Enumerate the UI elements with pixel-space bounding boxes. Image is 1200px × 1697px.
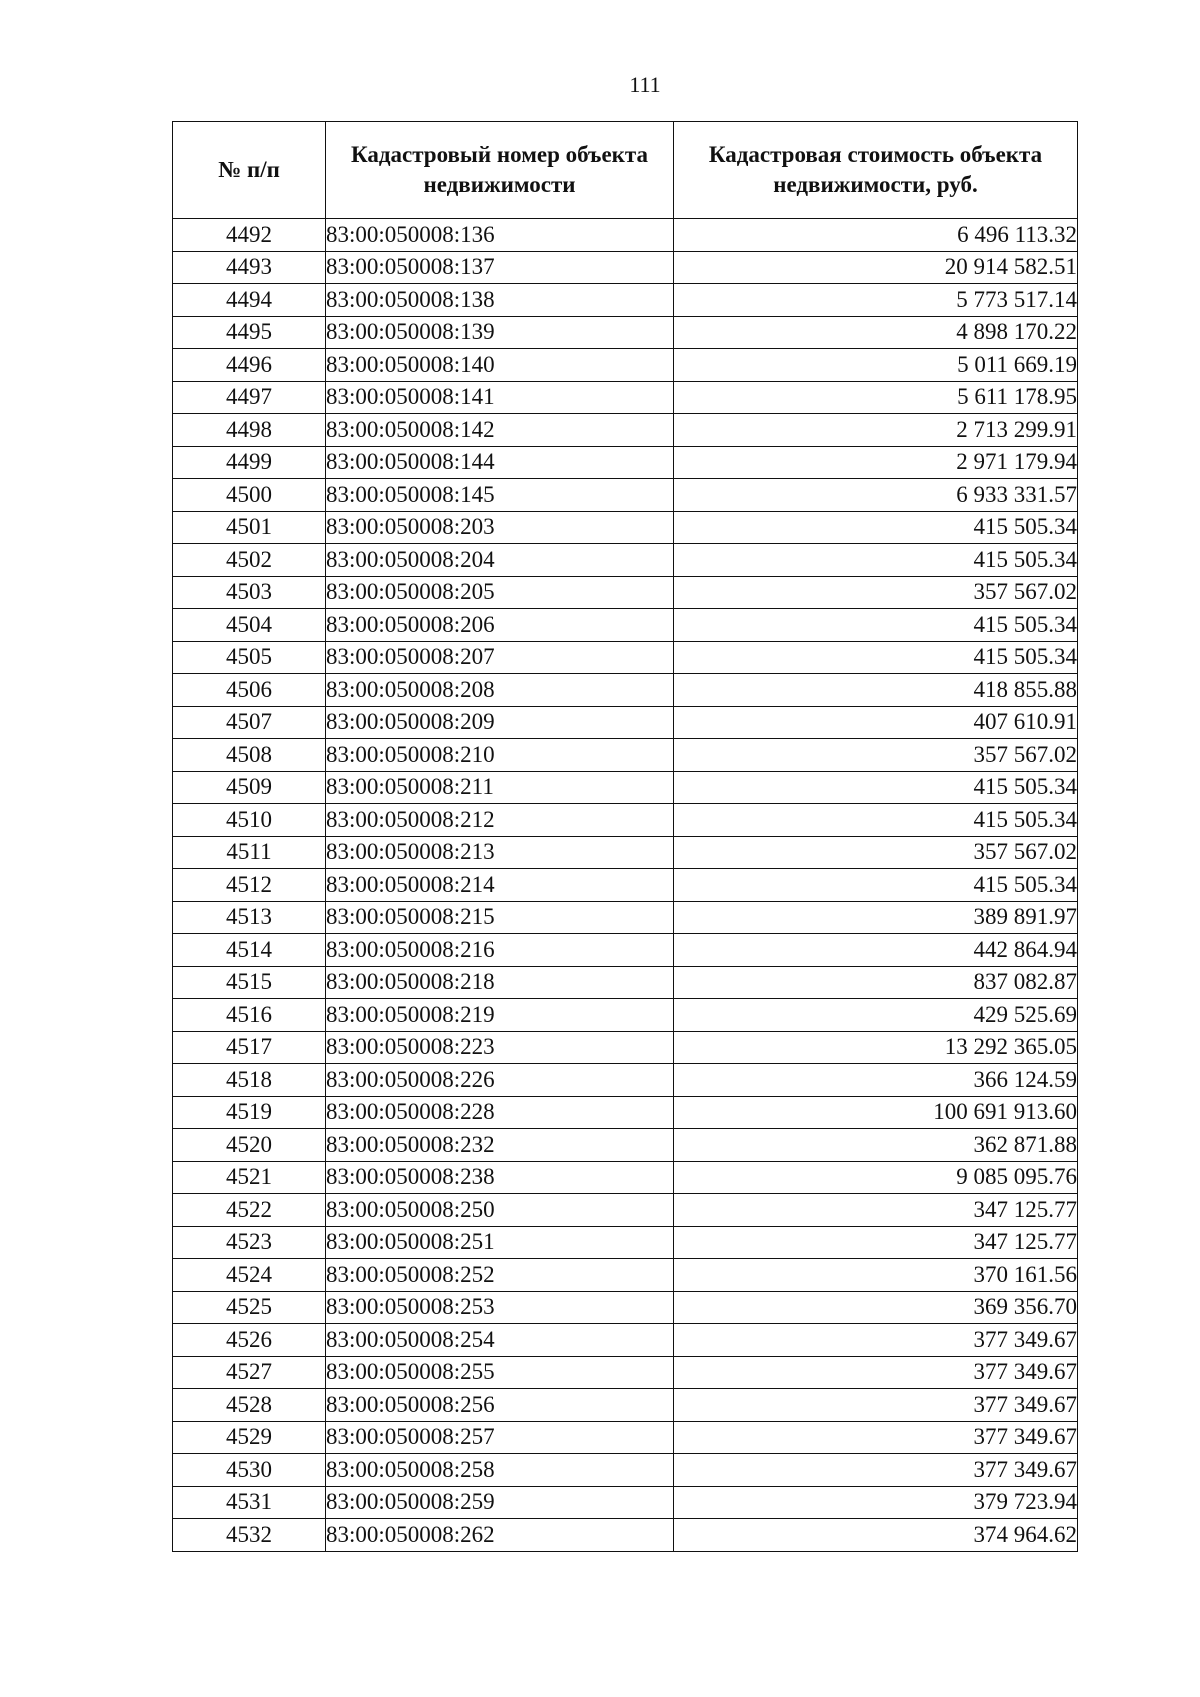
- header-cadastral-value: Кадастровая стоимость объекта недвижимости, руб.: [674, 122, 1078, 219]
- row-number-cell: 4515: [173, 966, 326, 999]
- table-row: [173, 901, 1078, 934]
- cadastral-value-cell: 377 349.67: [674, 1356, 1078, 1389]
- cadastral-value-cell: 837 082.87: [674, 966, 1078, 999]
- cadastral-value-cell: 357 567.02: [674, 576, 1078, 609]
- cadastral-value-cell: 347 125.77: [674, 1194, 1078, 1227]
- cadastral-number-cell: 83:00:050008:259: [326, 1486, 674, 1519]
- table-row: [173, 446, 1078, 479]
- table-row: [173, 1421, 1078, 1454]
- cadastral-number-cell: 83:00:050008:140: [326, 349, 674, 382]
- cadastral-number-cell: 83:00:050008:253: [326, 1291, 674, 1324]
- row-number-cell: 4492: [173, 219, 326, 252]
- cadastral-value-cell: 366 124.59: [674, 1064, 1078, 1097]
- cadastral-value-cell: 347 125.77: [674, 1226, 1078, 1259]
- header-cadastral-number: Кадастровый номер объекта недвижимости: [326, 122, 674, 219]
- table-row: [173, 576, 1078, 609]
- cadastral-value-cell: 100 691 913.60: [674, 1096, 1078, 1129]
- table-row: [173, 1064, 1078, 1097]
- cadastral-number-cell: 83:00:050008:258: [326, 1454, 674, 1487]
- cadastral-number-cell: 83:00:050008:204: [326, 544, 674, 577]
- cadastral-number-cell: 83:00:050008:138: [326, 284, 674, 317]
- row-number-cell: 4524: [173, 1259, 326, 1292]
- table-row: [173, 771, 1078, 804]
- row-number-cell: 4514: [173, 934, 326, 967]
- row-number-cell: 4509: [173, 771, 326, 804]
- table-row: [173, 251, 1078, 284]
- table-row: [173, 1291, 1078, 1324]
- cadastral-value-cell: 357 567.02: [674, 836, 1078, 869]
- cadastral-number-cell: 83:00:050008:223: [326, 1031, 674, 1064]
- row-number-cell: 4526: [173, 1324, 326, 1357]
- cadastral-value-cell: 9 085 095.76: [674, 1161, 1078, 1194]
- cadastral-value-cell: 415 505.34: [674, 511, 1078, 544]
- table-row: [173, 1356, 1078, 1389]
- row-number-cell: 4527: [173, 1356, 326, 1389]
- cadastral-number-cell: 83:00:050008:228: [326, 1096, 674, 1129]
- row-number-cell: 4511: [173, 836, 326, 869]
- table-row: [173, 1519, 1078, 1552]
- table-row: [173, 1259, 1078, 1292]
- cadastral-value-cell: 377 349.67: [674, 1421, 1078, 1454]
- cadastral-value-cell: 4 898 170.22: [674, 316, 1078, 349]
- cadastral-number-cell: 83:00:050008:203: [326, 511, 674, 544]
- table-row: [173, 706, 1078, 739]
- row-number-cell: 4499: [173, 446, 326, 479]
- row-number-cell: 4516: [173, 999, 326, 1032]
- cadastral-number-cell: 83:00:050008:145: [326, 479, 674, 512]
- table-body: [173, 219, 1078, 1552]
- row-number-cell: 4530: [173, 1454, 326, 1487]
- row-number-cell: 4494: [173, 284, 326, 317]
- row-number-cell: 4503: [173, 576, 326, 609]
- cadastral-value-cell: 2 713 299.91: [674, 414, 1078, 447]
- cadastral-number-cell: 83:00:050008:213: [326, 836, 674, 869]
- cadastral-number-cell: 83:00:050008:262: [326, 1519, 674, 1552]
- cadastral-value-table: [172, 121, 1078, 1552]
- row-number-cell: 4496: [173, 349, 326, 382]
- cadastral-number-cell: 83:00:050008:205: [326, 576, 674, 609]
- row-number-cell: 4532: [173, 1519, 326, 1552]
- cadastral-number-cell: 83:00:050008:218: [326, 966, 674, 999]
- cadastral-value-cell: 5 773 517.14: [674, 284, 1078, 317]
- cadastral-value-cell: 389 891.97: [674, 901, 1078, 934]
- table-row: [173, 1324, 1078, 1357]
- cadastral-number-cell: 83:00:050008:252: [326, 1259, 674, 1292]
- cadastral-value-cell: 377 349.67: [674, 1389, 1078, 1422]
- cadastral-number-cell: 83:00:050008:210: [326, 739, 674, 772]
- cadastral-value-cell: 415 505.34: [674, 609, 1078, 642]
- table-row: [173, 381, 1078, 414]
- table-row: [173, 1194, 1078, 1227]
- cadastral-value-cell: 5 611 178.95: [674, 381, 1078, 414]
- cadastral-value-cell: 6 496 113.32: [674, 219, 1078, 252]
- cadastral-value-cell: 429 525.69: [674, 999, 1078, 1032]
- table-row: [173, 739, 1078, 772]
- cadastral-value-cell: 357 567.02: [674, 739, 1078, 772]
- row-number-cell: 4528: [173, 1389, 326, 1422]
- cadastral-value-cell: 415 505.34: [674, 641, 1078, 674]
- cadastral-value-cell: 415 505.34: [674, 771, 1078, 804]
- row-number-cell: 4497: [173, 381, 326, 414]
- row-number-cell: 4522: [173, 1194, 326, 1227]
- header-row-number: № п/п: [173, 122, 326, 219]
- cadastral-value-cell: 415 505.34: [674, 544, 1078, 577]
- row-number-cell: 4529: [173, 1421, 326, 1454]
- row-number-cell: 4504: [173, 609, 326, 642]
- row-number-cell: 4507: [173, 706, 326, 739]
- table-row: [173, 869, 1078, 902]
- cadastral-number-cell: 83:00:050008:142: [326, 414, 674, 447]
- row-number-cell: 4508: [173, 739, 326, 772]
- cadastral-value-cell: 415 505.34: [674, 869, 1078, 902]
- table-row: [173, 544, 1078, 577]
- cadastral-value-cell: 5 011 669.19: [674, 349, 1078, 382]
- cadastral-number-cell: 83:00:050008:250: [326, 1194, 674, 1227]
- row-number-cell: 4531: [173, 1486, 326, 1519]
- cadastral-number-cell: 83:00:050008:257: [326, 1421, 674, 1454]
- cadastral-number-cell: 83:00:050008:139: [326, 316, 674, 349]
- cadastral-number-cell: 83:00:050008:251: [326, 1226, 674, 1259]
- table-row: [173, 316, 1078, 349]
- cadastral-number-cell: 83:00:050008:219: [326, 999, 674, 1032]
- row-number-cell: 4501: [173, 511, 326, 544]
- row-number-cell: 4518: [173, 1064, 326, 1097]
- table-row: [173, 1161, 1078, 1194]
- cadastral-number-cell: 83:00:050008:206: [326, 609, 674, 642]
- cadastral-value-cell: 6 933 331.57: [674, 479, 1078, 512]
- cadastral-value-cell: 362 871.88: [674, 1129, 1078, 1162]
- table-row: [173, 219, 1078, 252]
- cadastral-number-cell: 83:00:050008:255: [326, 1356, 674, 1389]
- table-header-row: [173, 122, 1078, 219]
- table-row: [173, 804, 1078, 837]
- cadastral-number-cell: 83:00:050008:212: [326, 804, 674, 837]
- row-number-cell: 4493: [173, 251, 326, 284]
- row-number-cell: 4502: [173, 544, 326, 577]
- table-row: [173, 1129, 1078, 1162]
- table-row: [173, 1454, 1078, 1487]
- cadastral-value-cell: 374 964.62: [674, 1519, 1078, 1552]
- cadastral-number-cell: 83:00:050008:226: [326, 1064, 674, 1097]
- row-number-cell: 4512: [173, 869, 326, 902]
- cadastral-number-cell: 83:00:050008:216: [326, 934, 674, 967]
- table-row: [173, 1486, 1078, 1519]
- table-row: [173, 479, 1078, 512]
- row-number-cell: 4500: [173, 479, 326, 512]
- table-row: [173, 934, 1078, 967]
- table-row: [173, 609, 1078, 642]
- cadastral-number-cell: 83:00:050008:232: [326, 1129, 674, 1162]
- table-row: [173, 284, 1078, 317]
- cadastral-number-cell: 83:00:050008:144: [326, 446, 674, 479]
- cadastral-value-cell: 369 356.70: [674, 1291, 1078, 1324]
- row-number-cell: 4517: [173, 1031, 326, 1064]
- cadastral-number-cell: 83:00:050008:207: [326, 641, 674, 674]
- cadastral-number-cell: 83:00:050008:208: [326, 674, 674, 707]
- table-row: [173, 1389, 1078, 1422]
- cadastral-value-cell: 13 292 365.05: [674, 1031, 1078, 1064]
- row-number-cell: 4519: [173, 1096, 326, 1129]
- row-number-cell: 4520: [173, 1129, 326, 1162]
- table-row: [173, 641, 1078, 674]
- cadastral-number-cell: 83:00:050008:256: [326, 1389, 674, 1422]
- cadastral-number-cell: 83:00:050008:136: [326, 219, 674, 252]
- page-number: 111: [629, 72, 661, 97]
- cadastral-value-cell: 379 723.94: [674, 1486, 1078, 1519]
- cadastral-number-cell: 83:00:050008:141: [326, 381, 674, 414]
- table-row: [173, 999, 1078, 1032]
- row-number-cell: 4505: [173, 641, 326, 674]
- cadastral-value-cell: 415 505.34: [674, 804, 1078, 837]
- cadastral-number-cell: 83:00:050008:238: [326, 1161, 674, 1194]
- row-number-cell: 4498: [173, 414, 326, 447]
- table-row: [173, 836, 1078, 869]
- cadastral-number-cell: 83:00:050008:137: [326, 251, 674, 284]
- table-row: [173, 511, 1078, 544]
- cadastral-number-cell: 83:00:050008:215: [326, 901, 674, 934]
- cadastral-value-cell: 377 349.67: [674, 1324, 1078, 1357]
- table-row: [173, 1031, 1078, 1064]
- table-row: [173, 1096, 1078, 1129]
- row-number-cell: 4513: [173, 901, 326, 934]
- cadastral-value-cell: 2 971 179.94: [674, 446, 1078, 479]
- table-row: [173, 414, 1078, 447]
- cadastral-number-cell: 83:00:050008:214: [326, 869, 674, 902]
- cadastral-value-cell: 418 855.88: [674, 674, 1078, 707]
- table-row: [173, 1226, 1078, 1259]
- row-number-cell: 4521: [173, 1161, 326, 1194]
- cadastral-value-cell: 407 610.91: [674, 706, 1078, 739]
- row-number-cell: 4495: [173, 316, 326, 349]
- table-row: [173, 674, 1078, 707]
- cadastral-number-cell: 83:00:050008:254: [326, 1324, 674, 1357]
- table-row: [173, 349, 1078, 382]
- cadastral-number-cell: 83:00:050008:211: [326, 771, 674, 804]
- cadastral-value-cell: 370 161.56: [674, 1259, 1078, 1292]
- table-row: [173, 966, 1078, 999]
- cadastral-value-cell: 377 349.67: [674, 1454, 1078, 1487]
- row-number-cell: 4510: [173, 804, 326, 837]
- cadastral-value-cell: 442 864.94: [674, 934, 1078, 967]
- cadastral-number-cell: 83:00:050008:209: [326, 706, 674, 739]
- row-number-cell: 4523: [173, 1226, 326, 1259]
- cadastral-value-cell: 20 914 582.51: [674, 251, 1078, 284]
- row-number-cell: 4506: [173, 674, 326, 707]
- row-number-cell: 4525: [173, 1291, 326, 1324]
